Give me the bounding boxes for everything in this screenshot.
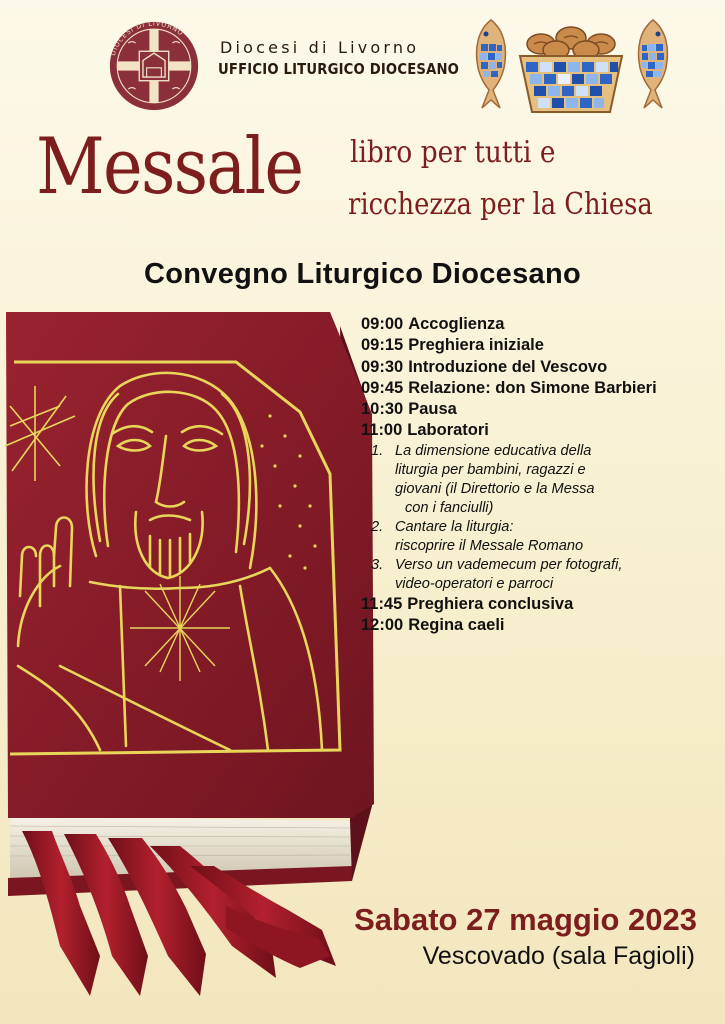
- schedule-time: 09:00: [361, 315, 404, 333]
- schedule-time: 11:45: [361, 594, 403, 613]
- missal-book-icon: [0, 306, 380, 1006]
- schedule-label: Pausa: [408, 400, 457, 419]
- workshop-line: con i fanciulli): [405, 499, 494, 516]
- title-main: Messale: [36, 122, 303, 212]
- workshop-line: video-operatori e parroci: [395, 575, 554, 592]
- title-subline-2: ricchezza per la Chiesa: [348, 187, 653, 222]
- diocese-name: Diocesi di Livorno: [220, 38, 420, 57]
- workshop-line: Verso un vademecum per fotografi,: [395, 556, 623, 573]
- bread-basket-icon: [516, 22, 626, 116]
- fish-icon: [632, 16, 674, 112]
- workshop-number: 1.: [371, 442, 384, 459]
- workshop-line: Cantare la liturgia:: [395, 518, 514, 535]
- schedule-item: [361, 399, 721, 420]
- workshop-item: [361, 556, 721, 594]
- schedule-item: [361, 615, 721, 636]
- office-name: UFFICIO LITURGICO DIOCESANO: [218, 60, 460, 78]
- workshop-item: [361, 518, 721, 556]
- workshop-item: [361, 442, 721, 518]
- schedule-item: [361, 594, 721, 615]
- schedule-time: 12:00: [361, 616, 404, 635]
- schedule-item: [361, 314, 721, 335]
- schedule-label: Introduzione del Vescovo: [408, 357, 608, 376]
- seal-inscription: DIOCESI DI LIVORNO: [108, 20, 186, 57]
- workshop-number: 2.: [371, 518, 384, 535]
- workshop-line: La dimensione educativa della: [395, 442, 592, 459]
- schedule-item: [361, 357, 721, 378]
- schedule-label: Regina caeli: [408, 616, 505, 635]
- schedule-item: [361, 420, 721, 441]
- schedule-item: [361, 335, 721, 356]
- schedule-label: Accoglienza: [408, 315, 505, 333]
- event-place: Vescovado (sala Fagioli): [422, 942, 695, 970]
- diocese-seal-icon: [108, 20, 200, 112]
- schedule-time: 10:30: [361, 400, 404, 419]
- schedule-time: 11:00: [361, 421, 403, 440]
- workshop-line: liturgia per bambini, ragazzi e: [395, 461, 586, 478]
- event-subtitle: Convegno Liturgico Diocesano: [144, 258, 581, 290]
- workshop-list: [361, 442, 721, 594]
- program-schedule: [361, 314, 721, 636]
- event-date: Sabato 27 maggio 2023: [354, 902, 697, 937]
- schedule-label: Relazione: don Simone Barbieri: [408, 378, 657, 397]
- schedule-label: Laboratori: [407, 421, 489, 440]
- schedule-label: Preghiera conclusiva: [407, 594, 574, 613]
- workshop-line: giovani (il Direttorio e la Messa: [395, 480, 595, 497]
- workshop-line: riscoprire il Messale Romano: [395, 537, 584, 554]
- fish-icon: [470, 16, 512, 112]
- title-subline-1: libro per tutti e: [350, 135, 556, 170]
- schedule-time: 09:30: [361, 357, 404, 376]
- schedule-item: [361, 378, 721, 399]
- schedule-time: 09:15: [361, 336, 404, 355]
- workshop-number: 3.: [371, 556, 384, 573]
- schedule-label: Preghiera iniziale: [408, 336, 544, 355]
- schedule-time: 09:45: [361, 378, 404, 397]
